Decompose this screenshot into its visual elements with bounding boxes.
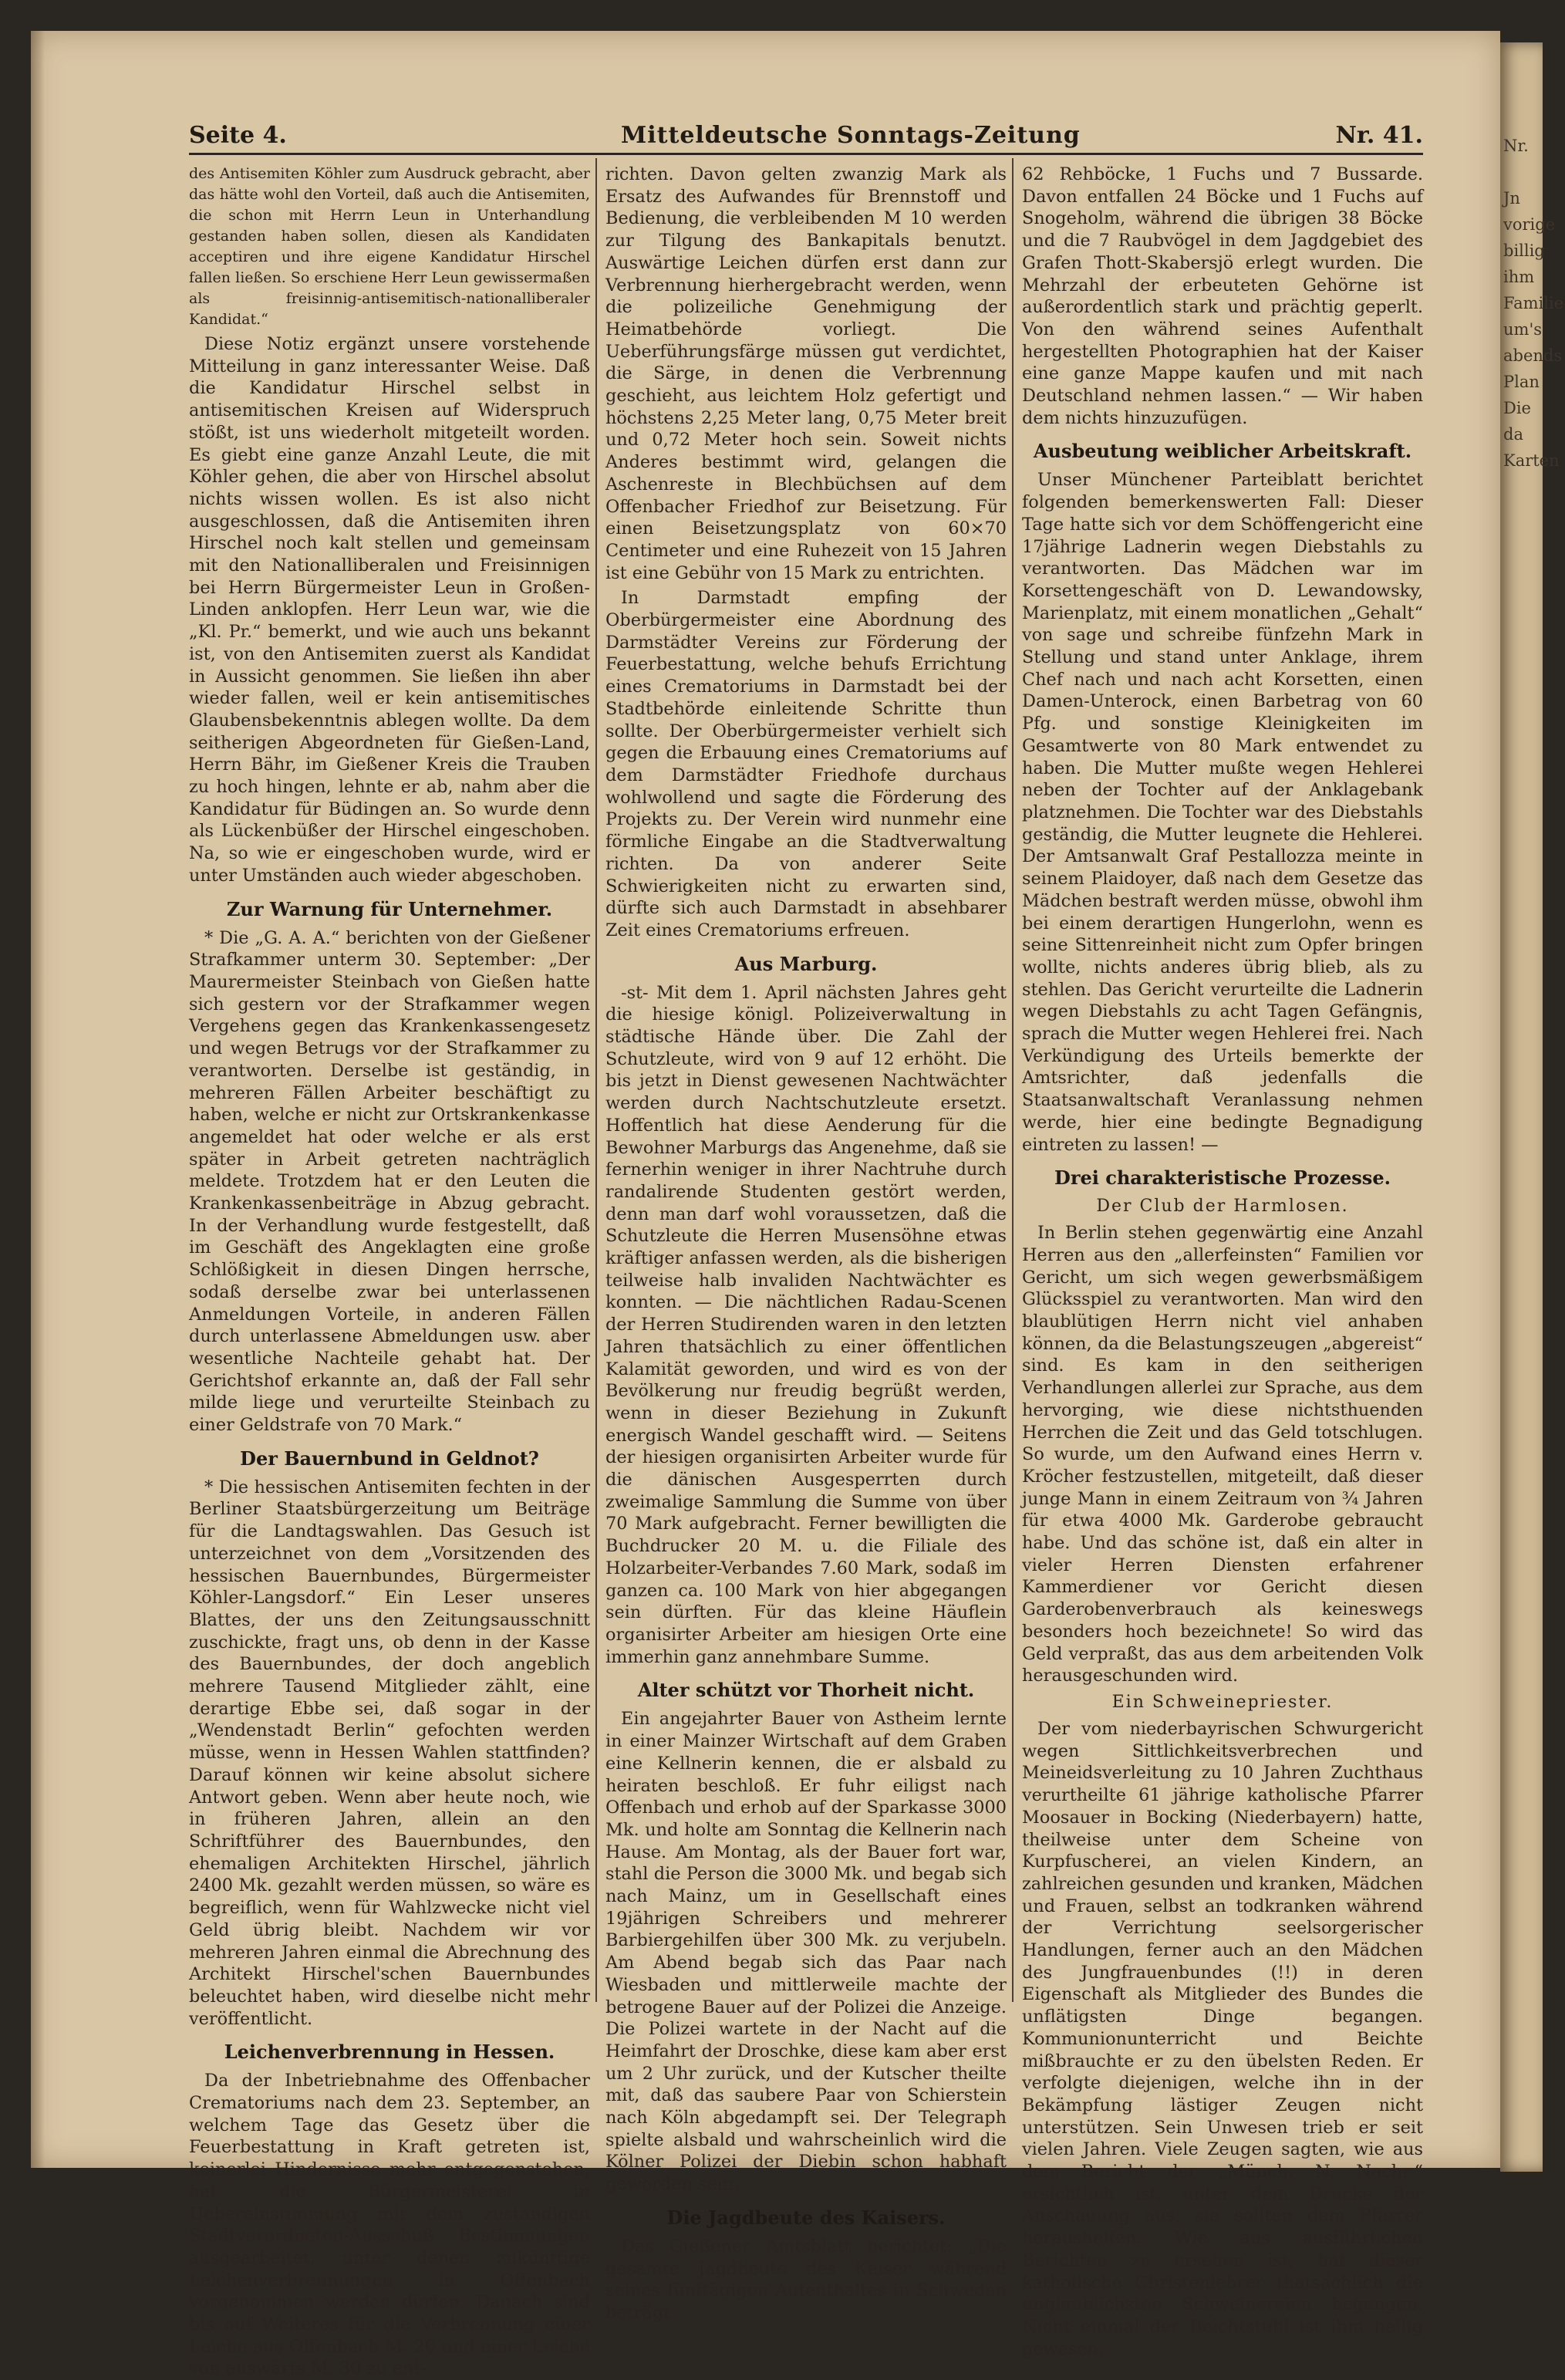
article-paragraph: 62 Rehböcke, 1 Fuchs und 7 Bussarde. Davon entfallen 24 Böcke und 1 Fuchs auf Snogeholm, während die übrigen 38 Böcke und die 7 Raubvögel in dem Jagdgebiet des Grafen Thott-Skabersjö erlegt wurden. Die Mehrzahl der erbeuteten Gehörne ist außerordentlich stark und prächtig geperlt. Von den während seines Aufenthalt hergestellten Photographien hat der Kaiser eine ganze Mappe kaufen und mit nach Deutschland nehmen lassen.“ — Wir haben dem nichts hinzuzufügen. [1022,164,1423,428]
article-paragraph: In Darmstadt empfing der Oberbürgermeister eine Abordnung des Darmstädter Vereins zur Förderung der Feuerbestattung, welche behufs Errichtung eines Crematoriums in Darmstadt bei der Stadtbehörde einleitende Schritte thun sollte. Der Oberbürgermeister verhielt sich gegen die Erbauung eines Crematoriums auf dem Darmstädter Friedhofe durchaus wohlwollend und sagte die Förderung des Projekts zu. Der Verein wird nunmehr eine förmliche Eingabe an die Stadtverwaltung richten. Da von anderer Seite Schwierigkeiten nicht zu erwarten sind, dürfte sich auch Darmstadt in absehbarer Zeit eines Crematoriums erfreuen. [605,588,1007,940]
article-heading: Drei charakteristische Prozesse. [1054,1166,1391,1190]
article-paragraph: In Berlin stehen gegenwärtig eine Anzahl Herren aus den „allerfeinsten“ Familien vor Gericht, um sich wegen gewerbsmäßigem Glücksspiel zu verantworten. Man wird den blaublütigen Herrn nicht viel anhaben können, da die Belastungszeugen „abgereist“ sind. Es kam in den seitherigen Verhandlungen allerlei zur Sprache, aus dem hervorging, wie diese nichtsthuenden Herrchen die Zeit und das Geld totschlugen. So wurde, um den Aufwand eines Herrn v. Kröcher festzustellen, mitgeteilt, daß dieser junge Mann in einem Zeitraum von ¾ Jahren für etwa 4000 Mk. Garderobe gebraucht habe. Und das schöne ist, daß ein alter in vieler Herren Diensten erfahrener Kammerdiener vor Gericht diesen Garderobenverbrauch als keineswegs besonders hoch bezeichnete! So wird das Geld verpraßt, das aus dem arbeitenden Volk herausgeschunden wird. [1022,1223,1423,1686]
column-divider [1012,158,1014,2002]
article-paragraph: Da der Inbetriebnahme des Offenbacher Crematoriums nach dem 23. September, an welchem Tage das Gesetz über die Feuerbestattung in Kraft getreten ist, keinerlei Hindernisse mehr entgegenstehen, hat die Bürgermeisterei in Uebereinstimmung mit dem zuständigen Stadtverordneten-Ausschuß Bestimmungen ausgearbeitet, unter denen zukünftige Leichenverbrennungen in Offenbach vorgenommen werden dürfen. Danach sind bis auf Weiteres für die Verbrennung einer Leiche aus Offenbach M. 20 und einer Leiche von auswärts M. 30 zu ent- [189,2071,590,2379]
next-page-edge [1500,42,1564,2172]
article-heading: Die Jagdbeute des Kaisers. [666,2206,946,2229]
edge-word: Plan [1503,373,1540,391]
article-heading: Alter schützt vor Thorheit nicht. [637,1679,975,1702]
article-paragraph: * Die „G. A. A.“ berichten von der Gießener Strafkammer unterm 30. September: „Der Maurermeister Steinbach von Gießen hatte sich gestern vor der Strafkammer wegen Vergehens gegen das Krankenkassengesetz und wegen Betrugs vor der Strafkammer zu verantworten. Derselbe ist geständig, in mehreren Fällen Arbeiter beschäftigt zu haben, welche er nicht zur Ortskrankenkasse angemeldet hat oder welche er als erst später in Arbeit getreten nachträglich meldete. Trotzdem hat er den Leuten die Krankenkassenbeiträge in Abzug gebracht. In der Verhandlung wurde festgestellt, daß im Geschäft des Angeklagten eine große Schlößigkeit in diesen Dingen herrsche, sodaß derselbe zwar bei unterlassenen Anmeldungen Vorteile, in anderen Fällen durch unterlassene Abmeldungen usw. aber wesentliche Nachteile gehabt hat. Der Gerichtshof erkannte an, daß der Fall sehr milde liege und verurteilte Steinbach zu einer Geldstrafe von 70 Mark.“ [189,927,590,1436]
article-paragraph: Der vom niederbayrischen Schwurgericht wegen Sittlichkeitsverbrechen und Meineidsverleitung zu 10 Jahren Zuchthaus verurtheilte 61 jährige katholische Pfarrer Moosauer in Bocking (Niederbayern) hatte, theilweise unter dem Scheine von Kurpfuscherei, an vielen Kindern, an zahlreichen gesunden und kranken, Mädchen und Frauen, selbst an todkranken während der Verrichtung seelsorgerischer Handlungen, ferner auch an den Mädchen des Jungfrauenbundes (!!) in deren Eigenschaft als Mitglieder des Bundes die unflätigsten Dinge begangen. Kommunionunterricht und Beichte mißbrauchte er zu den übelsten Reden. Er verfolgte diejenigen, welche ihn in der Bekämpfung lästiger Zeugen nicht unterstützen. Sein Unwesen trieb er seit vielen Jahren. Viele Zeugen sagten, wie aus dem Bericht der „Münch. N. Nachr.“ ersichtlich ist, unter dem Drucke der Anschauung aus, sie sollten dem Pfarrer heraushelfen. Wie aus ausführlichen Berichten zu ersehen ist, hat dieser katholische Christenlehrer thatsächlich die unglaublichsten Schweinereien begangen. Nicht einmal der Beichtstuhl ist ihm heilig gewesen. [1022,1719,1423,2359]
article-heading: Der Bauernbund in Geldnot? [240,1447,539,1470]
article-subheading: Der Club der Harmlosen. [1096,1197,1349,1217]
edge-word: abends [1503,346,1563,365]
next-page-edge-text [1503,135,1565,476]
article-paragraph: Diese Notiz ergänzt unsere vorstehende Mitteilung in ganz interessanter Weise. Daß die Kandidatur Hirschel selbst in antisemitischen Kreisen auf Widerspruch stößt, ist uns wiederholt mitgeteilt worden. Es giebt eine ganze Anzahl Leute, die mit Köhler gehen, die aber von Hirschel absolut nichts wissen wollen. Es ist also nicht ausgeschlossen, daß die Antisemiten ihren Hirschel noch kalt stellen und gemeinsam mit den Nationalliberalen und Freisinnigen bei Herrn Bürgermeister Leun in Großen-Linden anklopfen. Herr Leun war, wie die „Kl. Pr.“ bemerkt, und wie auch uns bekannt ist, von den Antisemiten zuerst als Kandidat in Aussicht genommen. Sie ließen ihn aber wieder fallen, weil er kein antisemitisches Glaubensbekenntnis ablegen wollte. Da dem seitherigen Abgeordneten für Gießen-Land, Herrn Bähr, im Gießener Kreis die Trauben zu hoch hingen, lehnte er ab, nahm aber die Kandidatur für Büdingen an. So wurde denn als Lückenbüßer der Hirschel eingeschoben. Na, so wie er eingeschoben wurde, wird er unter Umständen auch wieder abgeschoben. [189,334,590,886]
text-column-2 [605,164,1007,2323]
edge-word: vorige [1503,215,1556,234]
article-heading: Leichenverbrennung in Hessen. [224,2041,555,2064]
issue-number: Nr. 41. [1335,122,1423,149]
column-divider [595,158,597,2002]
text-column-1 [189,164,590,2379]
edge-word: da [1503,425,1523,444]
edge-word: Karten [1503,451,1560,470]
page-header [189,122,1423,155]
article-paragraph: * Die hessischen Antisemiten fechten in der Berliner Staatsbürgerzeitung um Beiträge für die Landtagswahlen. Das Gesuch ist unterzeichnet von dem „Vorsitzenden des hessischen Bauernbundes, Bürgermeister Köhler-Langsdorf.“ Ein Leser unseres Blattes, der uns den Zeitungsausschnitt zuschickte, fragt uns, ob denn in der Kasse des Bauernbundes, der doch angeblich mehrere Tausend Mitglieder zählt, eine derartige Ebbe sei, daß sogar in der „Wendenstadt Berlin“ gefochten werden müsse, wenn in Hessen Wahlen stattfinden? Darauf können wir keine absolut sichere Antwort geben. Wenn aber heute noch, wie in früheren Jahren, allein an den Schriftführer des Bauernbundes, den ehemaligen Architekten Hirschel, jährlich 2400 Mk. gezahlt werden müssen, so wäre es begreiflich, wenn für Wahlzwecke nicht viel Geld übrig bleibt. Nachdem wir vor mehreren Jahren einmal die Abrechnung des Architekt Hirschel'schen Bauernbundes beleuchtet haben, wird dieselbe nicht mehr veröffentlicht. [189,1477,590,2029]
binding-shadow [31,31,45,2168]
edge-word: Familie [1503,294,1564,312]
article-paragraph: Ein angejahrter Bauer von Astheim lernte in einer Mainzer Wirtschaft auf dem Graben eine Kellnerin kennen, die er alsbald zu heiraten beschloß. Er fuhr eiligst nach Offenbach und erhob auf der Sparkasse 3000 Mk. und holte am Sonntag die Kellnerin nach Hause. Am Montag, als der Bauer fort war, stahl die Person die 3000 Mk. und begab sich nach Mainz, um in Gesellschaft eines 19jährigen Schreibers und mehrerer Barbiergehilfen über 300 Mk. zu verjubeln. Am Abend begab sich das Paar nach Wiesbaden und mittlerweile machte der betrogene Bauer auf der Polizei die Anzeige. Die Polizei wartete in der Nacht auf die Heimfahrt der Droschke, diese kam aber erst um 2 Uhr zurück, und der Kutscher theilte mit, daß das saubere Paar von Schierstein nach Köln abgedampft sei. Der Telegraph spielte alsbald und wahrscheinlich wird die Kölner Polizei der Diebin schon habhaft geworden sein. [605,1709,1007,2195]
article-subheading: Ein Schweinepriester. [1111,1693,1334,1712]
text-column-3 [1022,164,1423,2359]
article-paragraph: Unser Münchener Parteiblatt berichtet folgenden bemerkenswerten Fall: Dieser Tage hatte sich vor dem Schöffengericht eine 17jährige Ladnerin wegen Diebstahls zu verantworten. Das Mädchen war im Korsettengeschäft von D. Lewandowsky, Marienplatz, mit einem monatlichen „Gehalt“ von sage und schreibe fünfzehn Mark in Stellung und stand unter Anklage, ihrem Chef nach und nach acht Korsetten, einen Damen-Unterock, einen Barbetrag von 60 Pfg. und sonstige Kleinigkeiten im Gesamtwerte von 80 Mark entwendet zu haben. Die Mutter mußte wegen Hehlerei neben der Tochter auf der Anklagebank platznehmen. Die Tochter war des Diebstahls geständig, die Mutter leugnete die Hehlerei. Der Amtsanwalt Graf Pestallozza meinte in seinem Plaidoyer, daß nach dem Gesetze das Mädchen bestraft werden müsse, obwohl ihm bei einem derartigen Hungerlohn, wenn es seine Sittenreinheit nicht zum Opfer bringen wollte, nichts anderes übrig blieb, als zu stehlen. Das Gericht verurteilte die Ladnerin wegen Diebstahls zu acht Tagen Gefängnis, sprach die Mutter wegen Hehlerei frei. Nach Verkündigung des Urteils bemerkte der Amtsrichter, daß jedenfalls die Staatsanwaltschaft Veranlassung nehmen werde, hier eine bedingte Begnadigung eintreten zu lassen! — [1022,470,1423,1155]
article-heading: Ausbeutung weiblicher Arbeitskraft. [1033,440,1412,463]
page-number: Seite 4. [189,122,287,149]
article-paragraph: -st- Mit dem 1. April nächsten Jahres geht die hiesige königl. Polizeiverwaltung in städtische Hände über. Die Zahl der Schutzleute, wird von 9 auf 12 erhöht. Die bis jetzt in Dienst gewesenen Nachtwächter werden durch Nachtschutzleute ersetzt. Hoffentlich hat diese Aenderung für die Bewohner Marburgs das Angenehme, daß sie fernerhin weniger in ihrer Nachtruhe durch randalirende Studenten gestört werden, denn man darf wohl voraussetzen, daß die Schutzleute die Herren Musensöhne etwas kräftiger anfassen werden, als die bisherigen teilweise halb invaliden Nachtwächter es konnten. — Die nächtlichen Radau-Scenen der Herren Studirenden waren in den letzten Jahren thatsächlich zu einer öffentlichen Kalamität geworden, und wird es von der Bevölkerung nur freudig begrüßt werden, wenn in dieser Beziehung in Zukunft energisch Wandel geschafft wird. — Seitens der hiesigen organisirten Arbeiter wurde für die dänischen Ausgesperrten durch zweimalige Sammlung die Summe von über 70 Mark aufgebracht. Ferner bewilligten die Buchdrucker 20 M. u. die Filiale des Holzarbeiter-Verbandes 7.60 Mark, sodaß im ganzen ca. 100 Mark von hier abgegangen sein dürften. Für das kleine Häuflein organisirter Arbeiter am hiesigen Orte eine immerhin ganz annehmbare Summe. [605,982,1007,1667]
edge-word: Nr. [1503,137,1529,155]
article-paragraph: richten. Davon gelten zwanzig Mark als Ersatz des Aufwandes für Brennstoff und Bedienung, die verbleibenden M 10 werden zur Tilgung des Bankapitals benutzt. Auswärtige Leichen dürfen erst dann zur Verbrennung hierhergebracht werden, wenn die polizeiliche Genehmigung der Heimatbehörde vorliegt. Die Ueberführungsfärge müssen gut verdichtet, die Särge, in denen die Verbrennung geschieht, aus leichtem Holz gefertigt und höchstens 2,25 Meter lang, 0,75 Meter breit und 0,72 Meter hoch sein. Soweit nichts Anderes bestimmt wird, gelangen die Aschenreste in Blechbüchsen auf dem Offenbacher Friedhof zur Beisetzung. Für einen Beisetzungsplatz von 60×70 Centimeter und eine Ruhezeit von 15 Jahren ist eine Gebühr von 15 Mark zu entrichten. [605,164,1007,583]
edge-word: ihm [1503,268,1535,286]
edge-word: um's [1503,320,1542,339]
edge-word: Jn [1503,189,1520,208]
article-heading: Zur Warnung für Unternehmer. [226,897,553,920]
edge-word: billig [1503,241,1545,260]
article-paragraph: des Antisemiten Köhler zum Ausdruck gebracht, aber das hätte wohl den Vorteil, daß auch die Antisemiten, die schon mit Herrn Leun in Unterhandlung gestanden haben sollen, diesen als Kandidaten acceptiren und ihre eigene Kandidatur Hirschel fallen ließen. So erschiene Herr Leun gewissermaßen als freisinnig-antisemitisch-nationalliberaler Kandidat.“ [189,165,590,328]
edge-word: Die [1503,399,1531,417]
article-heading: Aus Marburg. [734,952,878,975]
article-paragraph: Das Gießener Amtsblatt berichtet: „Die gesamte Jagdbeute des Kaiser während seines fünftägigen Aufenthaltes in Schweden beträgt [605,2236,1007,2323]
newspaper-title: Mitteldeutsche Sonntags-Zeitung [621,122,1081,149]
